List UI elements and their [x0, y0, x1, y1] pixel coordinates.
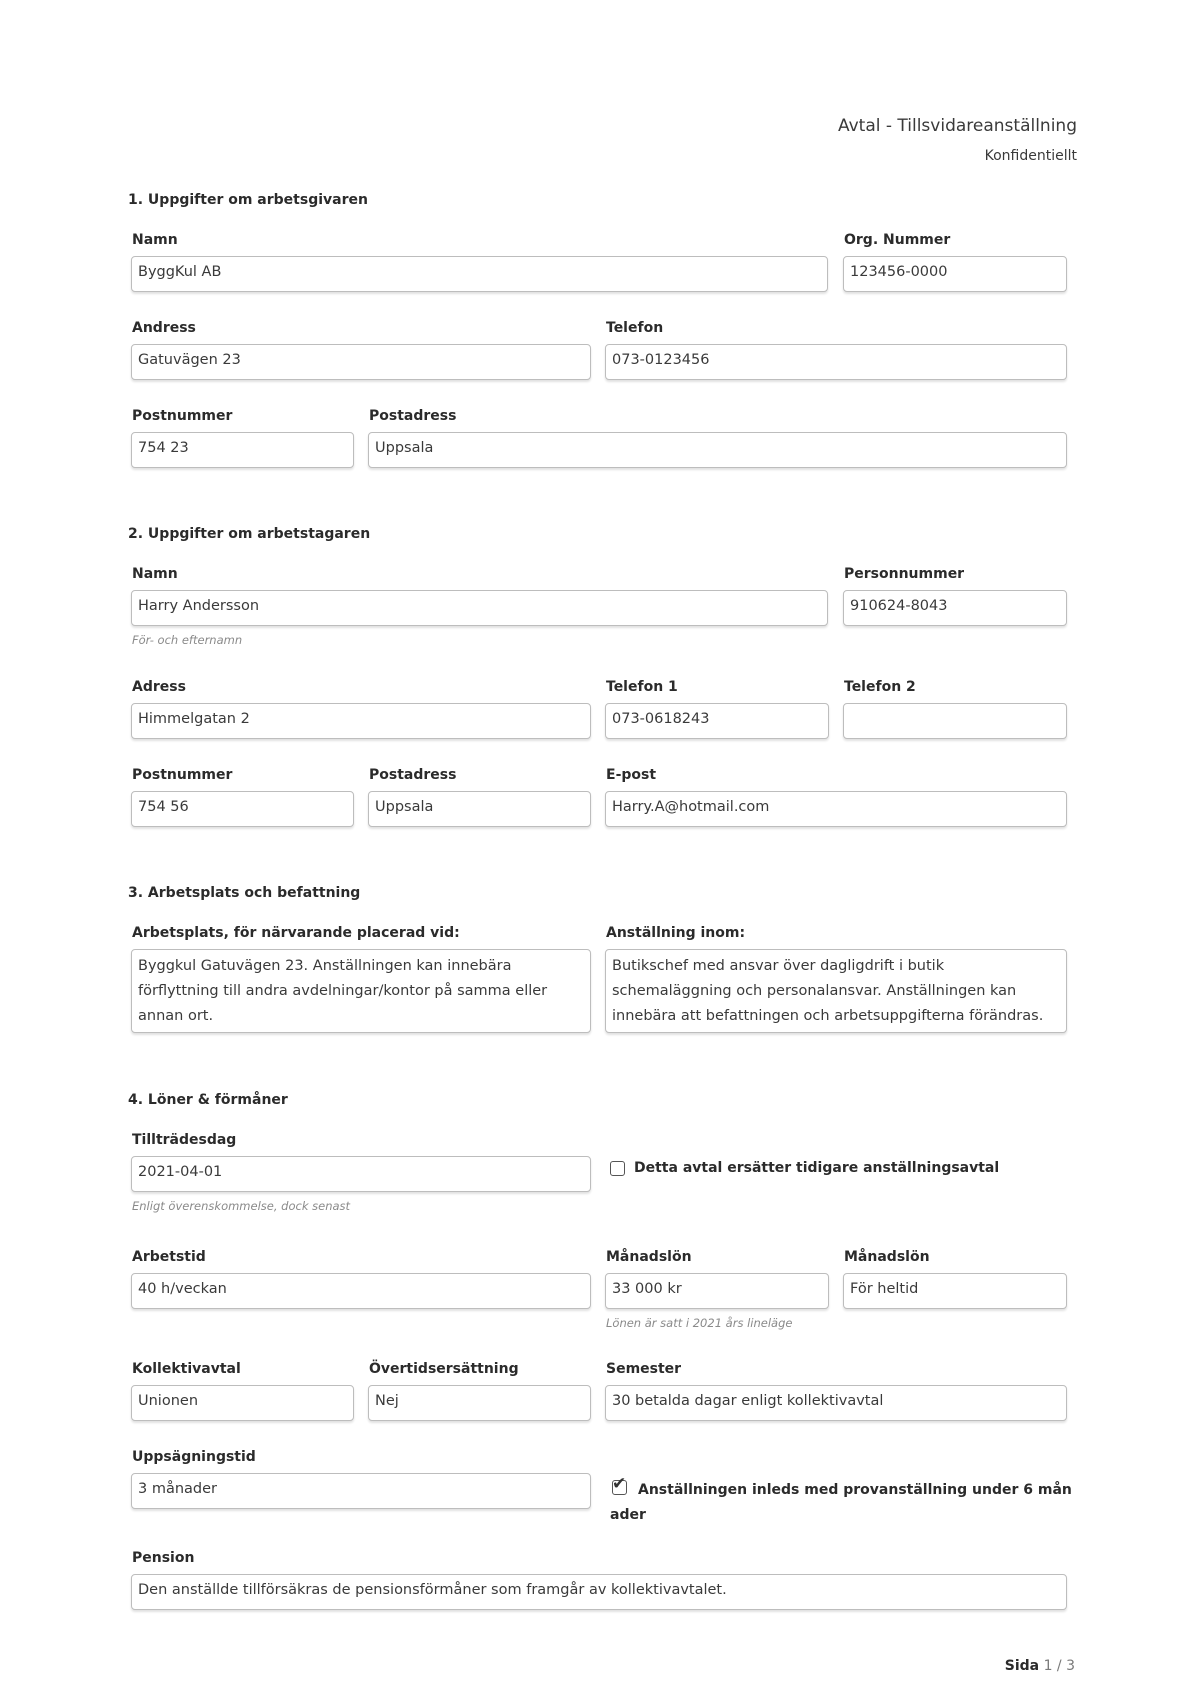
probation-label: Anställningen inleds med provanställning under 6 mån ader	[610, 1482, 1072, 1523]
replace-agreement-checkbox[interactable]	[610, 1161, 625, 1176]
employer-postnr-field[interactable]: 754 23	[131, 432, 354, 468]
cba-label: Kollektivavtal	[132, 1361, 241, 1377]
salary-label: Månadslön	[606, 1249, 692, 1265]
employer-name-field[interactable]: ByggKul AB	[131, 256, 828, 292]
employee-name-field[interactable]: Harry Andersson	[131, 590, 828, 626]
employee-postaddr-field[interactable]: Uppsala	[368, 791, 591, 827]
section-2-title: 2. Uppgifter om arbetstagaren	[128, 526, 371, 542]
phone2-label: Telefon 2	[844, 679, 916, 695]
overtime-label: Övertidsersättning	[369, 1361, 519, 1377]
hours-field[interactable]: 40 h/veckan	[131, 1273, 591, 1309]
page-label: Sida	[1004, 1658, 1040, 1674]
employer-address-label: Andress	[132, 320, 196, 336]
employer-postaddr-label: Postadress	[369, 408, 457, 424]
pension-field[interactable]: Den anställde tillförsäkras de pensionsförmåner som framgår av kollektivavtalet.	[131, 1574, 1067, 1610]
workplace-label: Arbetsplats, för närvarande placerad vid:	[132, 925, 460, 941]
employee-name-hint: För- och efternamn	[132, 633, 243, 647]
page-indicator	[1005, 1658, 1075, 1674]
employee-address-field[interactable]: Himmelgatan 2	[131, 703, 591, 739]
employer-address-field[interactable]: Gatuvägen 23	[131, 344, 591, 380]
role-field[interactable]: Butikschef med ansvar över dagligdrift i butik schemaläggning och personalansvar. Anställningen kan innebära att befattningen och arbetsuppgifterna förändras.	[605, 949, 1067, 1033]
org-number-field[interactable]: 123456-0000	[843, 256, 1067, 292]
role-label: Anställning inom:	[606, 925, 746, 941]
pension-label: Pension	[132, 1550, 195, 1566]
employer-postnr-label: Postnummer	[132, 408, 233, 424]
email-field[interactable]: Harry.A@hotmail.com	[605, 791, 1067, 827]
email-label: E-post	[606, 767, 657, 783]
phone1-field[interactable]: 073-0618243	[605, 703, 829, 739]
employee-name-label: Namn	[132, 566, 178, 582]
phone2-field[interactable]	[843, 703, 1067, 739]
employee-postnr-field[interactable]: 754 56	[131, 791, 354, 827]
section-4-title: 4. Löner & förmåner	[128, 1092, 288, 1108]
checkmark-icon: ✔	[612, 1474, 627, 1494]
section-1-title: 1. Uppgifter om arbetsgivaren	[128, 192, 368, 208]
employee-postnr-label: Postnummer	[132, 767, 233, 783]
confidential-label: Konfidentiellt	[984, 148, 1077, 164]
cba-field[interactable]: Unionen	[131, 1385, 354, 1421]
employer-name-label: Namn	[132, 232, 178, 248]
employer-phone-field[interactable]: 073-0123456	[605, 344, 1067, 380]
overtime-field[interactable]: Nej	[368, 1385, 591, 1421]
section-3-title: 3. Arbetsplats och befattning	[128, 885, 361, 901]
document-title: Avtal - Tillsvidareanställning	[837, 116, 1077, 136]
salary-hint: Lönen är satt i 2021 års lineläge	[606, 1316, 793, 1330]
personnummer-field[interactable]: 910624-8043	[843, 590, 1067, 626]
employee-postaddr-label: Postadress	[369, 767, 457, 783]
vacation-label: Semester	[606, 1361, 682, 1377]
vacation-field[interactable]: 30 betalda dagar enligt kollektivavtal	[605, 1385, 1067, 1421]
start-date-hint: Enligt överenskommelse, dock senast	[132, 1199, 351, 1213]
employer-postaddr-field[interactable]: Uppsala	[368, 432, 1067, 468]
personnummer-label: Personnummer	[844, 566, 965, 582]
employee-address-label: Adress	[132, 679, 186, 695]
page-number: 1 / 3	[1043, 1658, 1075, 1674]
notice-field[interactable]: 3 månader	[131, 1473, 591, 1509]
employer-phone-label: Telefon	[606, 320, 664, 336]
hours-label: Arbetstid	[132, 1249, 206, 1265]
salary-type-field[interactable]: För heltid	[843, 1273, 1067, 1309]
salary-type-label: Månadslön	[844, 1249, 930, 1265]
start-date-field[interactable]: 2021-04-01	[131, 1156, 591, 1192]
phone1-label: Telefon 1	[606, 679, 678, 695]
notice-label: Uppsägningstid	[132, 1449, 256, 1465]
start-date-label: Tillträdesdag	[132, 1132, 237, 1148]
workplace-field[interactable]: Byggkul Gatuvägen 23. Anställningen kan innebära förflyttning till andra avdelningar/kontor på samma eller annan ort.	[131, 949, 591, 1033]
salary-field[interactable]: 33 000 kr	[605, 1273, 829, 1309]
org-number-label: Org. Nummer	[844, 232, 951, 248]
replace-agreement-label: Detta avtal ersätter tidigare anställningsavtal	[634, 1160, 1000, 1176]
